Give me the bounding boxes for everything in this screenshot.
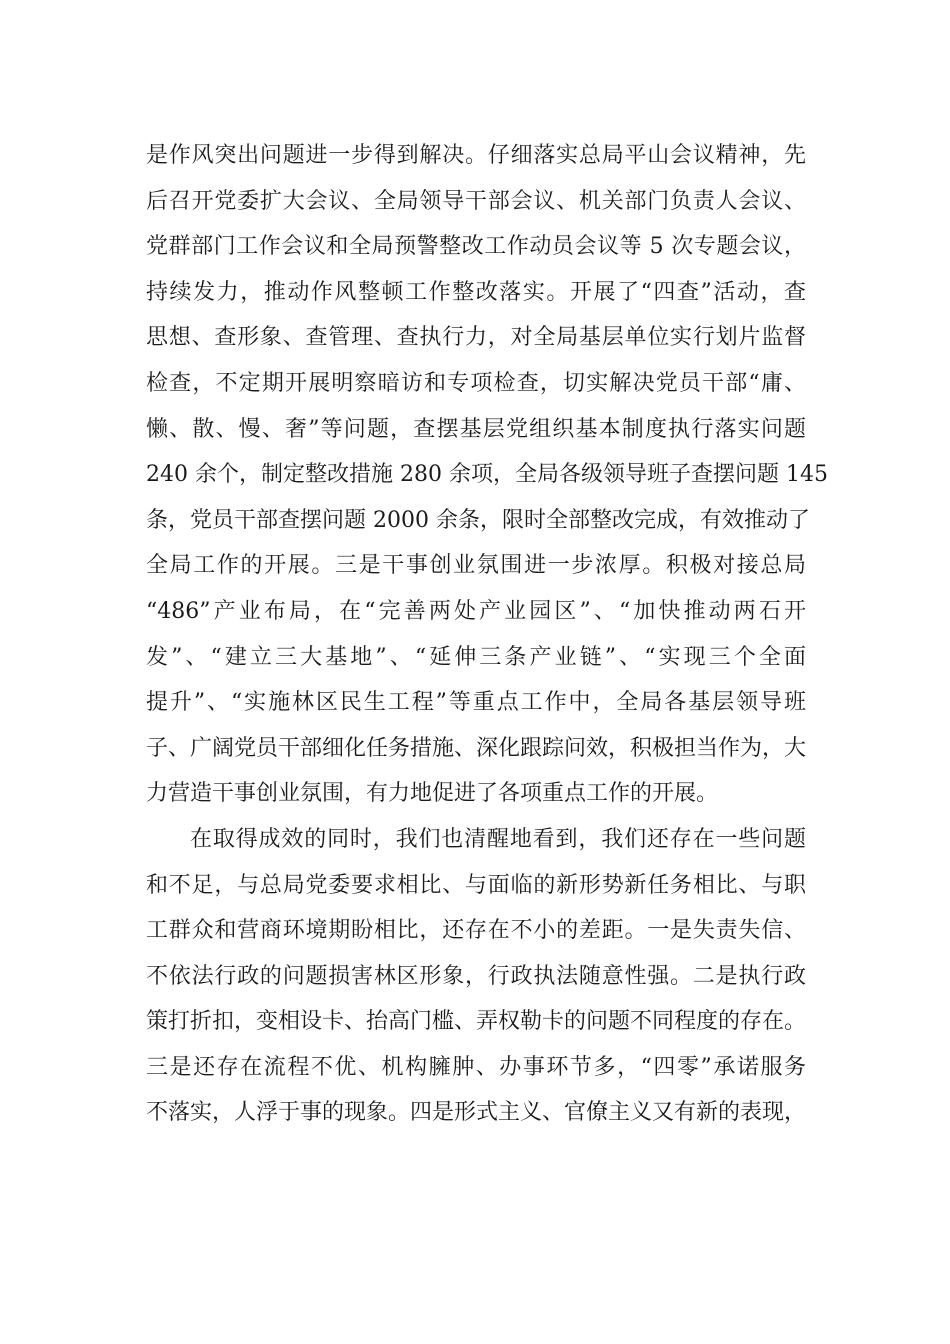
text-line: 策打折扣，变相设卡、抬高门槛、弄权勒卡的问题不同程度的存在。 xyxy=(146,1009,807,1035)
text-line: 发”、“建立三大基地”、“延伸三条产业链”、“实现三个全面 xyxy=(146,644,806,670)
text-line: 提升”、“实施林区民生工程”等重点工作中，全局各基层领导班 xyxy=(146,690,806,716)
text-line: 懒、散、慢、奢”等问题，查摆基层党组织基本制度执行落实问题 xyxy=(146,416,806,442)
paragraph-first-line: 在取得成效的同时，我们也清醒地看到，我们还存在一些问题 xyxy=(190,826,806,852)
text-line: 是作风突出问题进一步得到解决。仔细落实总局平山会议精神，先 xyxy=(146,143,806,168)
text-line: “486”产业布局，在“完善两处产业园区”、“加快推动两石开 xyxy=(146,598,806,624)
text-line: 党群部门工作会议和全局预警整改工作动员会议等 5 次专题会议， xyxy=(146,234,806,260)
text-line: 240 余个，制定整改措施 280 余项，全局各级领导班子查摆问题 145 xyxy=(146,462,828,488)
text-line: 不落实，人浮于事的现象。四是形式主义、官僚主义又有新的表现， xyxy=(146,1100,807,1126)
text-line: 不依法行政的问题损害林区形象，行政执法随意性强。二是执行政 xyxy=(146,963,806,989)
text-line: 后召开党委扩大会议、全局领导干部会议、机关部门负责人会议、 xyxy=(146,188,806,214)
text-line: 思想、查形象、查管理、查执行力，对全局基层单位实行划片监督 xyxy=(146,325,806,351)
text-line: 全局工作的开展。三是干事创业氛围进一步浓厚。积极对接总局 xyxy=(146,553,806,579)
document-body xyxy=(146,133,828,1136)
text-line: 检查，不定期开展明察暗访和专项检查，切实解决党员干部“庸、 xyxy=(146,370,806,396)
text-line: 三是还存在流程不优、机构臃肿、办事环节多，“四零”承诺服务 xyxy=(146,1054,806,1080)
text-line: 和不足，与总局党委要求相比、与面临的新形势新任务相比、与职 xyxy=(146,872,806,898)
text-line: 工群众和营商环境期盼相比，还存在不小的差距。一是失责失信、 xyxy=(146,918,806,944)
text-line: 持续发力，推动作风整顿工作整改落实。开展了“四查”活动，查 xyxy=(146,279,806,305)
paragraph-end-line: 力营造干事创业氛围，有力地促进了各项重点工作的开展。 xyxy=(146,781,719,807)
text-line: 子、广阔党员干部细化任务措施、深化跟踪问效，积极担当作为，大 xyxy=(146,735,807,761)
text-line: 条，党员干部查摆问题 2000 余条，限时全部整改完成，有效推动了 xyxy=(146,507,810,533)
